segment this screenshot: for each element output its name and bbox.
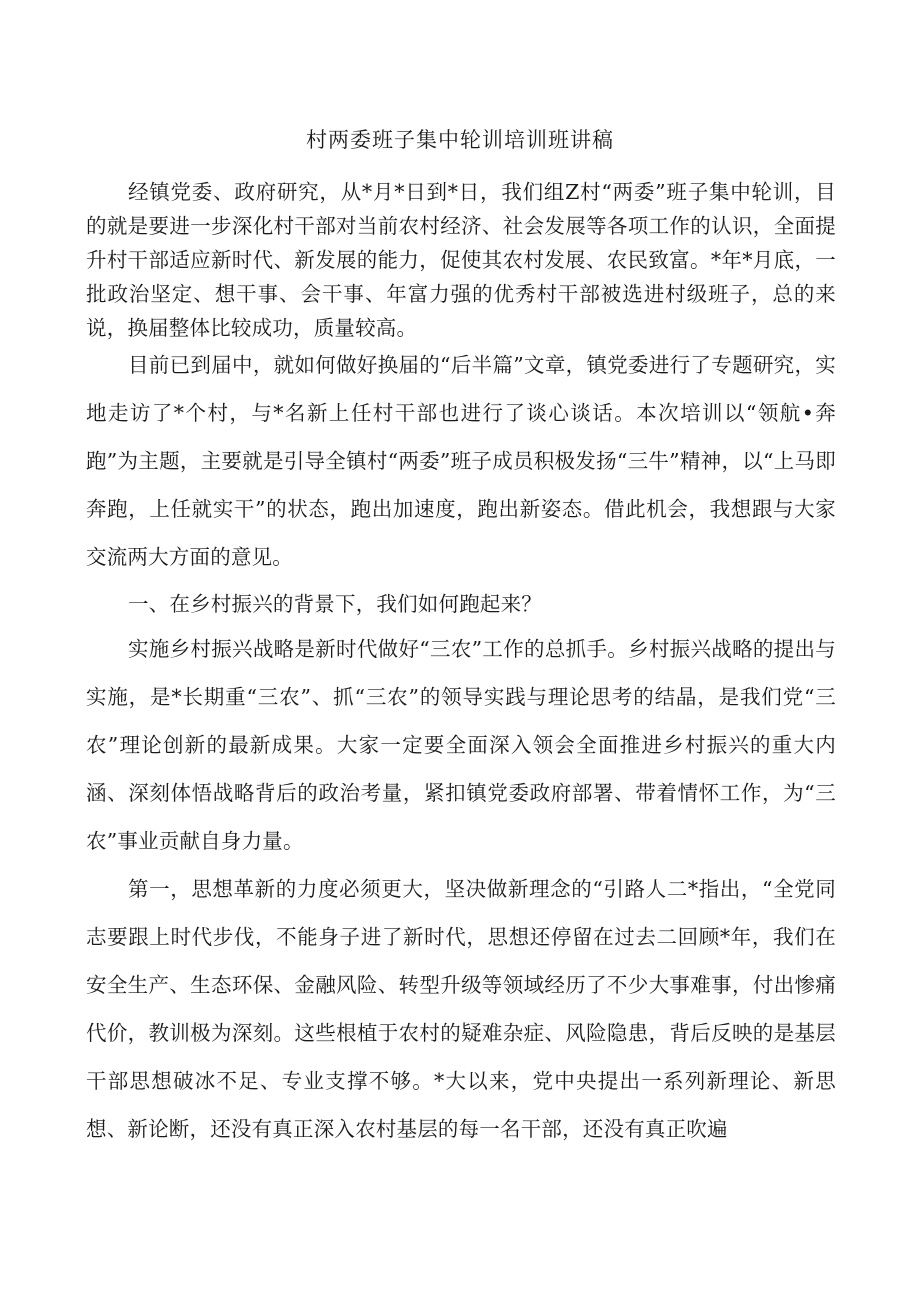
paragraph-rural-revitalization: 实施乡村振兴战略是新时代做好“三农”工作的总抓手。乡村振兴战略的提出与实施，是*长期重“三农”、抓“三农”的领导实践与理论思考的结晶，是我们党“三农”理论创新的最新成果。大家一定要全面深入领会全面推进乡村振兴的重大内涵、深刻体悟战略背后的政治考量，紧扣镇党委政府部署、带着情怀工作，为“三农”事业贡献自身力量。 [86, 637, 836, 853]
section-heading-one: 一、在乡村振兴的背景下，我们如何跑起来？ [128, 592, 542, 616]
document-title: 村两委班子集中轮训培训班讲稿 [306, 128, 614, 152]
paragraph-intro: 经镇党委、政府研究，从*月*日到*日，我们组Z村“两委”班子集中轮训，目的就是要进一步深化村干部对当前农村经济、社会发展等各项工作的认识，全面提升村干部适应新时代、新发展的能力，促使其农村发展、农民致富。*年*月底，一批政治坚定、想干事、会干事、年富力强的优秀村干部被选进村级班子，总的来说，换届整体比较成功，质量较高。 [86, 180, 836, 340]
paragraph-training-theme: 目前已到届中，就如何做好换届的“后半篇”文章，镇党委进行了专题研究，实地走访了*个村，与*名新上任村干部也进行了谈心谈话。本次培训以“领航•奔跑”为主题，主要就是引导全镇村“两委”班子成员积极发扬“三牛”精神，以“上马即奔跑，上任就实干”的状态，跑出加速度，跑出新姿态。借此机会，我想跟与大家交流两大方面的意见。 [86, 353, 836, 569]
paragraph-first-point: 第一，思想革新的力度必须更大，坚决做新理念的“引路人二*指出，“全党同志要跟上时代步伐，不能身子进了新时代，思想还停留在过去二回顾*年，我们在安全生产、生态环保、金融风险、转型升级等领域经历了不少大事难事，付出惨痛代价，教训极为深刻。这些根植于农村的疑难杂症、风险隐患，背后反映的是基层干部思想破冰不足、专业支撑不够。*大以来，党中央提出一系列新理论、新思想、新论断，还没有真正深入农村基层的每一名干部，还没有真正吹遍 [86, 877, 836, 1141]
